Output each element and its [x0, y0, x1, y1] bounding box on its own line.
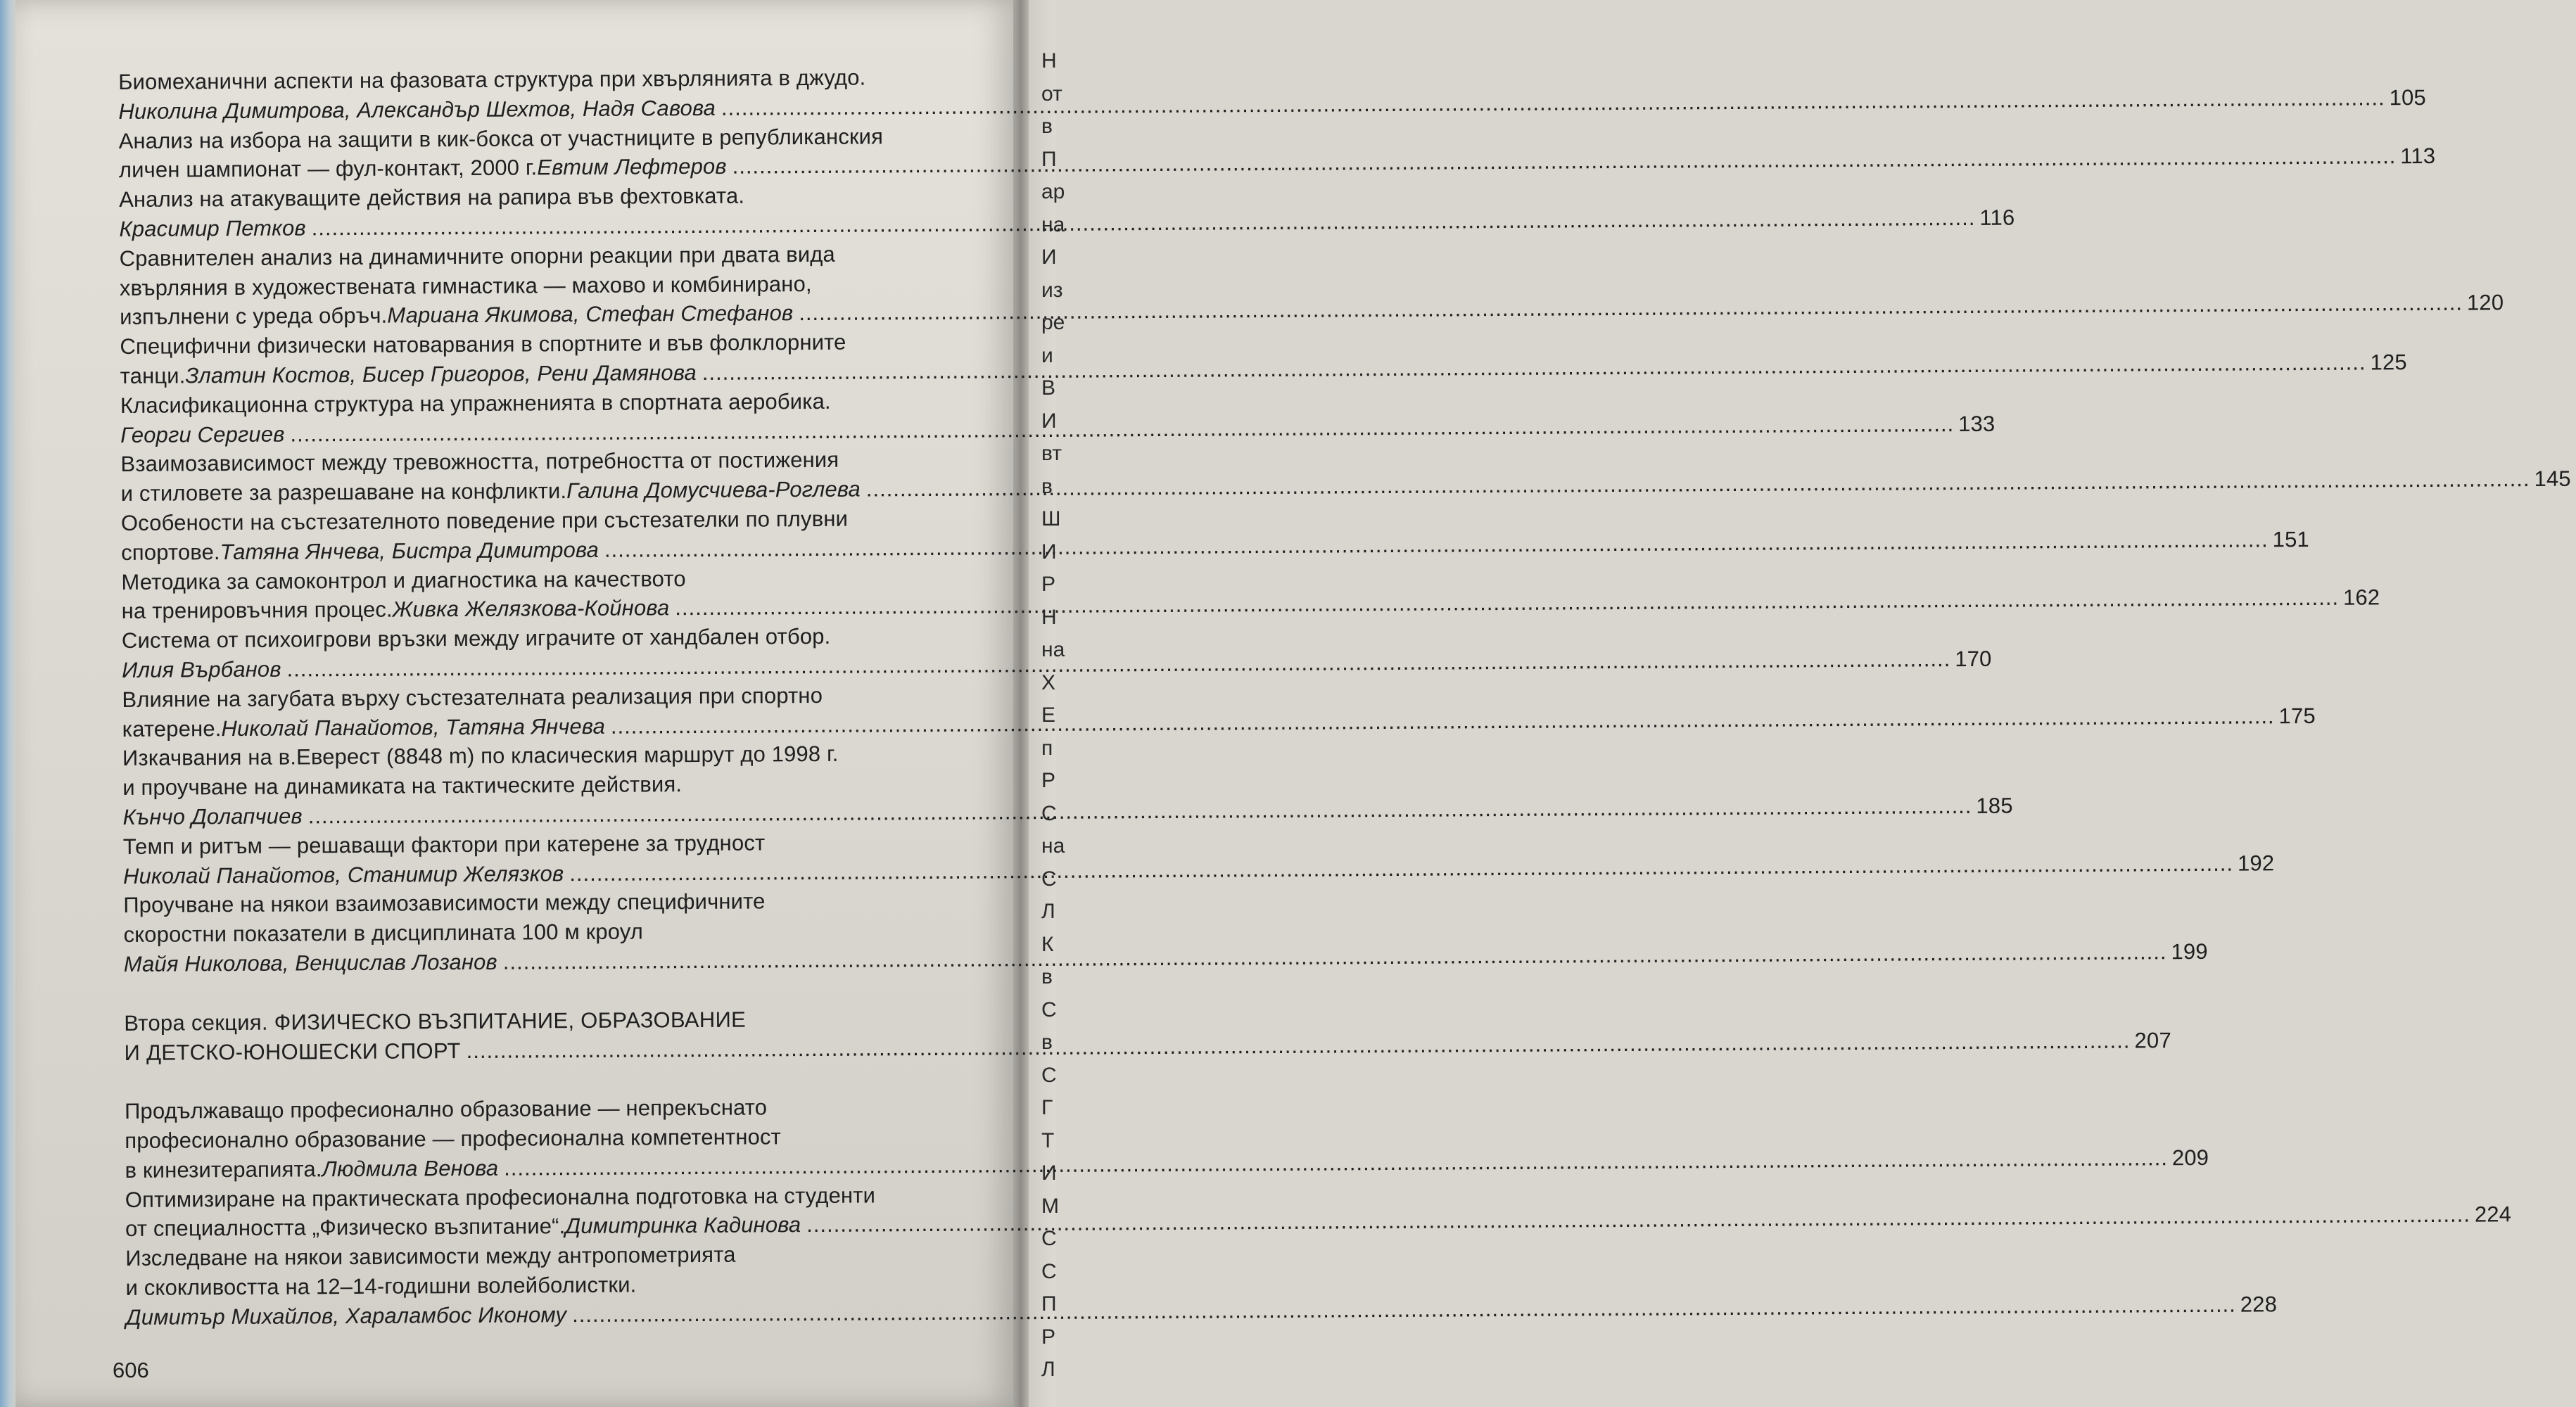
- next-page-text: Н: [1041, 605, 1057, 629]
- next-page-text: Т: [1041, 1128, 1055, 1152]
- entry-page-number: 224: [2474, 1202, 2512, 1228]
- next-page-text: И: [1041, 246, 1057, 269]
- next-page-text: С: [1041, 1227, 1057, 1250]
- entry-authors: Николай Панайотов, Татяна Янчева: [221, 713, 606, 741]
- entry-authors: Татяна Янчева, Бистра Димитрова: [220, 537, 599, 564]
- entry-page-number: 192: [2237, 850, 2275, 876]
- entry-title-line: Особености на състезателното поведение при състезателки по плувни: [120, 506, 849, 535]
- next-page-text: Р: [1041, 769, 1056, 792]
- entry-page-number: 113: [2400, 144, 2436, 169]
- section-page-number: 207: [2134, 1027, 2172, 1053]
- entry-page-number: 133: [1958, 411, 1996, 436]
- next-page-text: Л: [1041, 1358, 1055, 1381]
- next-page-text: Л: [1041, 900, 1055, 923]
- next-page-text: И: [1041, 1161, 1057, 1185]
- next-page-text: С: [1041, 998, 1057, 1021]
- entry-page-number: 175: [2278, 703, 2316, 728]
- entry-title-line: Биомеханични аспекти на фазовата структура при хвърлянията в джудо.: [118, 65, 866, 94]
- entry-title-line: Анализ на атакуващите действия на рапира във фехтовката.: [119, 183, 745, 212]
- entry-page-number: 105: [2389, 84, 2426, 110]
- entry-last-line: [125, 1145, 2209, 1185]
- toc-entry: [120, 327, 2407, 391]
- entry-title-line: хвърляния в художествената гимнастика — махово и комбинирано,: [119, 271, 812, 300]
- next-page-text: из: [1041, 278, 1063, 302]
- toc-entry: [122, 739, 2013, 832]
- entry-title-line: Изследване на някои зависимости между антропометрията: [125, 1242, 736, 1271]
- entry-title-line: Сравнителен анализ на динамичните опорни реакции при двата вида: [119, 241, 835, 271]
- next-page-text: в: [1041, 965, 1053, 988]
- entry-title-line: Изкачвания на в.Еверест (8848 m) по класическия маршрут до 1998 г.: [122, 741, 839, 771]
- entry-authors: Мариана Якимова, Стефан Стефанов: [387, 300, 794, 329]
- entry-authors: Майя Николова, Венцислав Лозанов: [123, 949, 497, 976]
- entry-title-line: Система от психоигрови връзки между играчите от хандбален отбор.: [121, 623, 831, 654]
- toc-entry: [122, 827, 2275, 891]
- toc-entry: [125, 1180, 2512, 1244]
- entry-authors: Живка Желязкова-Койнова: [392, 595, 670, 622]
- entry-title-end: спортове.: [121, 539, 220, 565]
- entry-last-line: [118, 144, 2436, 185]
- entry-authors: Красимир Петков: [119, 215, 306, 241]
- entry-last-line: [120, 411, 1996, 450]
- section-heading: [124, 1003, 2172, 1067]
- entry-title-line: Анализ на избора на защити в кик-бокса от участниците в републиканския: [118, 123, 884, 153]
- entry-page-number: 228: [2240, 1292, 2278, 1317]
- entry-title-line: Влияние на загубата върху състезателната реализация при спортно: [122, 682, 823, 712]
- next-page-text: на: [1041, 638, 1065, 661]
- next-page-text: Х: [1041, 670, 1056, 694]
- entry-page-number: 185: [1976, 793, 2013, 818]
- next-page-text: Н: [1041, 49, 1057, 72]
- entry-title-end: и стиловете за разрешаване на конфликти.: [120, 478, 567, 507]
- entry-last-line: [125, 1202, 2512, 1244]
- entry-authors: Людмила Венова: [322, 1155, 499, 1182]
- next-page-text: на: [1041, 834, 1065, 858]
- entry-title-end: в кинезитерапията.: [125, 1157, 322, 1183]
- section-gap: [125, 1062, 991, 1097]
- next-page-text: С: [1041, 1063, 1057, 1087]
- next-page-text: вт: [1041, 442, 1062, 465]
- entry-page-number: 151: [2272, 526, 2309, 552]
- entry-title-end: личен шампионат — фул-контакт, 2000 г.: [118, 155, 538, 183]
- entry-authors: Кънчо Долапчиев: [122, 803, 303, 829]
- entry-page-number: 125: [2370, 350, 2407, 375]
- next-page-text: в: [1041, 115, 1053, 138]
- entry-last-line: [121, 585, 2380, 626]
- toc-entry: [118, 121, 2436, 185]
- section-heading-last-line: [124, 1027, 2172, 1067]
- toc-entry: [123, 886, 2208, 979]
- entry-last-line: [120, 466, 2571, 509]
- entry-page-number: 170: [1955, 646, 1992, 672]
- entry-page-number: 162: [2342, 585, 2380, 611]
- entry-authors: Димитринка Кадинова: [565, 1212, 801, 1239]
- toc-entry: [125, 1239, 2278, 1332]
- next-page-text: Г: [1041, 1096, 1053, 1119]
- entry-authors: Димитър Михайлов, Хараламбос Иконому: [125, 1302, 567, 1330]
- left-page-edge: [0, 0, 15, 1407]
- entry-title-line: Продължаващо професионално образование — непрекъснато: [124, 1095, 768, 1124]
- entry-authors: Георги Сергиев: [120, 421, 285, 447]
- entry-page-number: 120: [2466, 290, 2504, 315]
- entry-authors: Николина Димитрова, Александър Шехтов, Надя Савова: [118, 95, 716, 124]
- entry-title-line: Класификационна структура на упражненията в спортната аеробика.: [120, 388, 831, 418]
- entry-title-line: Проучване на някои взаимозависимости между специфичните: [123, 889, 766, 918]
- entry-title-line: и проучване на динамиката на тактическите действия.: [122, 772, 683, 801]
- next-page-text: от: [1041, 82, 1062, 106]
- entry-title-line: Взаимозависимост между тревожността, потребността от постижения: [120, 447, 839, 477]
- next-page-text: С: [1041, 867, 1057, 891]
- section-gap: [124, 974, 991, 1009]
- next-page-text: В: [1041, 376, 1056, 400]
- toc-entry: [121, 562, 2380, 626]
- entry-page-number: 145: [2534, 466, 2571, 492]
- next-page-text: ар: [1041, 180, 1065, 203]
- entry-title-line: Специфични физически натоварвания в спортните и във фолклорните: [120, 329, 846, 359]
- next-page-text: на: [1041, 212, 1065, 236]
- entry-page-number: 209: [2171, 1145, 2209, 1171]
- entry-title-end: изпълнени с уреда обръч.: [120, 303, 388, 330]
- entry-last-line: [121, 526, 2309, 567]
- entry-last-line: [125, 1292, 2278, 1332]
- entry-last-line: [123, 938, 2208, 979]
- toc-entry: [120, 503, 2309, 567]
- entry-title-end: на тренировъчния процес.: [121, 597, 393, 624]
- entry-title-end: танци.: [120, 363, 186, 388]
- next-page-text: Е: [1041, 704, 1056, 727]
- entry-title-line: Оптимизиране на практическата професионална подготовка на студенти: [125, 1183, 876, 1212]
- next-page-text: Р: [1041, 573, 1056, 596]
- next-page-text: И: [1041, 409, 1057, 433]
- entry-title-line: професионално образование — професионална компетентност: [125, 1124, 782, 1154]
- next-page-text: в: [1041, 474, 1053, 498]
- page-number: 606: [113, 1358, 149, 1382]
- entry-authors: Евтим Лефтеров: [537, 154, 727, 180]
- next-page-text: П: [1041, 1292, 1057, 1316]
- next-page-text: М: [1041, 1194, 1059, 1218]
- table-of-contents: [118, 62, 2571, 1332]
- next-page-text: п: [1041, 736, 1053, 760]
- entry-title-line: Методика за самоконтрол и диагностика на качеството: [121, 566, 686, 594]
- leader-dots: [866, 464, 2530, 504]
- entry-authors: Златин Костов, Бисер Григоров, Рени Дамянова: [185, 359, 697, 388]
- entry-last-line: [120, 350, 2407, 390]
- next-page-text: в: [1041, 1031, 1053, 1054]
- next-page-text: П: [1041, 147, 1057, 171]
- toc-entry: [122, 680, 2316, 744]
- toc-entry: [119, 180, 2015, 244]
- next-page-text: С: [1041, 801, 1057, 825]
- toc-entry: [124, 1092, 2209, 1185]
- next-page-text: С: [1041, 1259, 1057, 1283]
- next-page-text: Р: [1041, 1325, 1056, 1349]
- entry-title-line: и скокливостта на 12–14-годишни волейболистки.: [125, 1272, 637, 1301]
- entry-title-end: катерене.: [122, 715, 222, 741]
- next-page-text: К: [1041, 932, 1054, 956]
- entry-last-line: [122, 703, 2316, 744]
- entry-page-number: 199: [2171, 938, 2208, 964]
- next-page-text: И: [1041, 540, 1057, 564]
- entry-title-end: от специалността „Физическо възпитание“.: [125, 1214, 566, 1242]
- entry-authors: Илия Върбанов: [122, 656, 281, 682]
- toc-entry: [119, 238, 2504, 332]
- toc-entry: [120, 386, 1996, 450]
- entry-authors: Николай Панайотов, Станимир Желязков: [122, 860, 564, 889]
- section-heading-end: И ДЕТСКО-ЮНОШЕСКИ СПОРТ: [124, 1038, 461, 1065]
- entry-authors: Галина Домусчиева-Роглева: [566, 476, 861, 504]
- next-page-text: и: [1041, 343, 1053, 367]
- section-heading-line: Втора секция. ФИЗИЧЕСКО ВЪЗПИТАНИЕ, ОБРАЗОВАНИЕ: [124, 1007, 747, 1036]
- next-page-text: Ш: [1041, 507, 1061, 530]
- entry-title-line: Темп и ритъм — решаващи фактори при катерене за трудност: [122, 830, 766, 859]
- entry-page-number: 116: [1979, 205, 2015, 230]
- entry-title-line: скоростни показатели в дисциплината 100 м кроул: [123, 919, 644, 948]
- next-page-text: ре: [1041, 311, 1065, 334]
